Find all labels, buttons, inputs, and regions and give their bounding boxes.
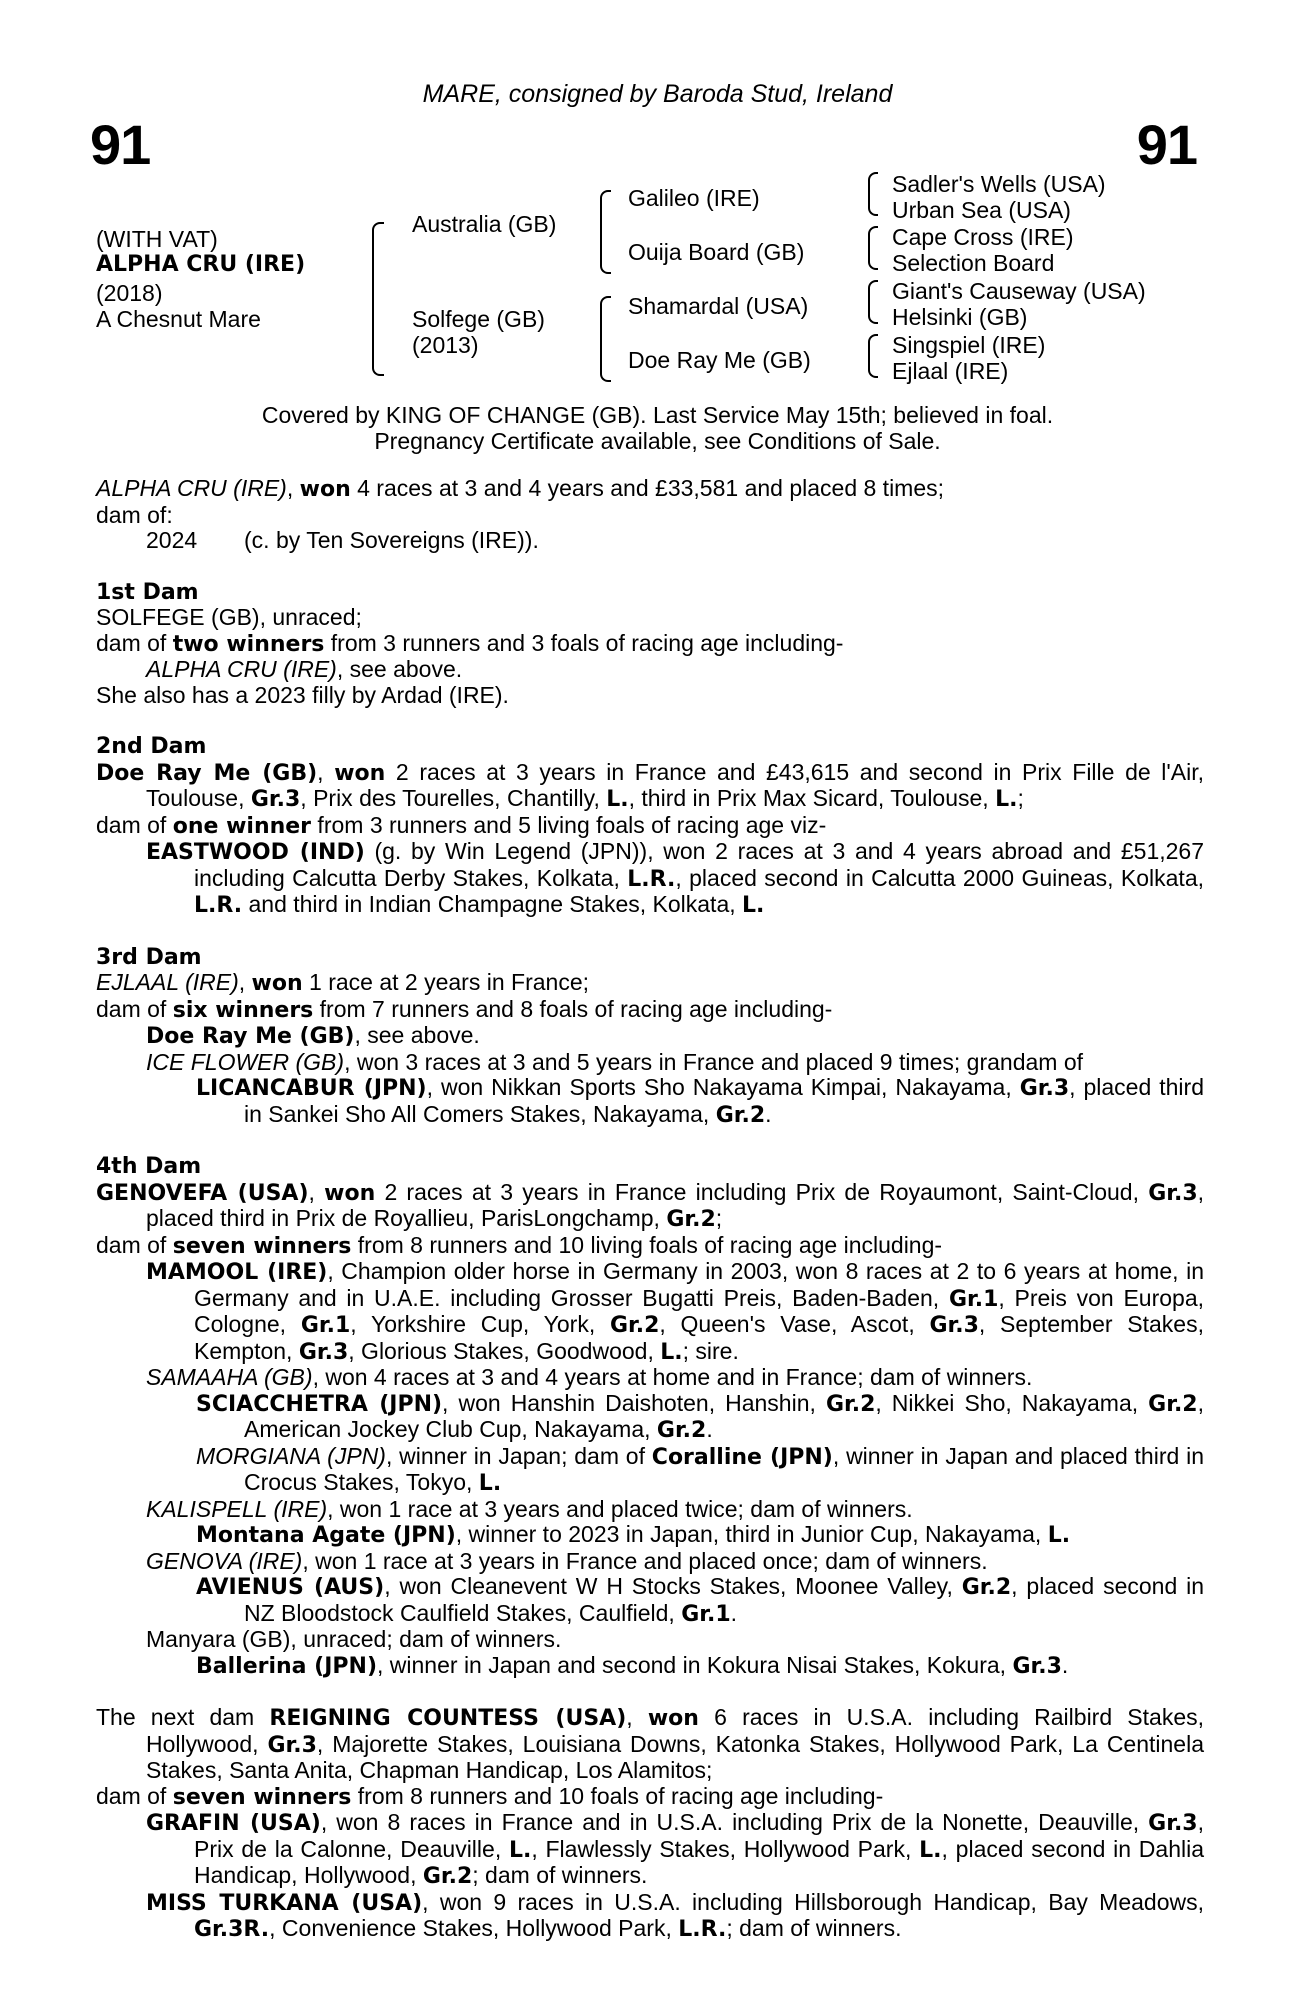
text: , winner in Japan; dam of [385, 1442, 652, 1469]
grade: Gr.2 [825, 1391, 876, 1417]
text: ; dam of winners. [726, 1915, 902, 1941]
text: , winner in Japan and placed third in Crocus Stakes, Tokyo, [244, 1442, 1204, 1495]
produce-name: KALISPELL (IRE) [146, 1495, 328, 1522]
grade: Gr.3 [1148, 1811, 1198, 1836]
fourth-dam-section: 4th Dam GENOVEFA (USA), won 2 races at 3 years in France including Prix de Royaumont, Saint-Cloud, Gr.3, placed third in Prix de Royallieu, ParisLongchamp, Gr.2; dam of seven winners from 8 runners and 10 living foals of racing age including- MAMOOL (IRE), Champion older horse in Germany in 2003, won 8 races at 2 to 6 years at home, in Germany and in U.A.E. including Grosser Bugatti Preis, Baden-Baden, Gr.1, Preis von Europa, Cologne, Gr.1, Yorkshire Cup, York, Gr.2, Queen's Vase, Ascot, Gr.3, September Stakes, Kempton, Gr.3, Glorious Stakes, Goodwood, L.; sire. SAMAAHA (GB), won 4 races at 3 and 4 years at home and in France; dam of winners. SCIACCHETRA (JPN), won Hanshin Daishoten, Hanshin, Gr.2, Nikkei Sho, Nakayama, Gr.2, American Jockey Club Cup, Nakayama, Gr.2. MORGIANA (JPN), winner in Japan; dam of Coralline (JPN), winner in Japan and placed third in Crocus Stakes, Tokyo, L. KALISPELL (IRE), won 1 race at 3 years and placed twice; dam of winners. Montana Agate (JPN), winner to 2023 in Japan, third in Junior Cup, Nakayama, L. GENOVA (IRE), won 1 race at 3 years in France and placed once; dam of winners. AVIENUS (AUS), won Cleanevent W H Stocks Stakes, Moonee Valley, Gr.2, placed second in NZ Bloodstock Caulfield Stakes, Caulfield, Gr.1. Manyara (GB), unraced; dam of winners. Ballerina (JPN), winner in Japan and second in Kokura Nisai Stakes, Kokura, Gr.3. [96, 1154, 1205, 1679]
intro-name: ALPHA CRU (IRE) [96, 475, 287, 501]
produce-name: MAMOOL (IRE) [146, 1260, 328, 1285]
produce-name: EASTWOOD (IND) [146, 840, 365, 865]
text: and third in Indian Champagne Stakes, Kolkata, [242, 891, 743, 917]
dam-sire: Shamardal (USA) [628, 293, 809, 319]
sire-dam: Ouija Board (GB) [628, 239, 805, 265]
grade: L. [1047, 1523, 1071, 1548]
text: , Preis von Europa, Cologne, [194, 1284, 1204, 1337]
lot-number-left: 91 [90, 113, 151, 176]
grade: L. [660, 1339, 683, 1365]
grade: Gr.2 [422, 1864, 473, 1889]
pregnancy-line: Pregnancy Certificate available, see Conditions of Sale. [374, 428, 941, 454]
grade: Gr.3 [1148, 1180, 1198, 1206]
first-dam-heading: 1st Dam [96, 579, 199, 605]
produce-name: Coralline (JPN) [651, 1444, 833, 1470]
text: , won Hanshin Daishoten, Hanshin, [442, 1389, 826, 1416]
text: , Nikkei Sho, Nakayama, [875, 1389, 1149, 1416]
grade: Gr.3 [298, 1339, 349, 1365]
brace-g4 [868, 334, 878, 378]
foal-detail: (c. by Ten Sovereigns (IRE)). [244, 527, 539, 553]
produce-name: Doe Ray Me (GB) [146, 1024, 355, 1049]
intro-text: 4 races at 3 and 4 years and £33,581 and placed 8 times; [350, 475, 945, 501]
dam-name: GENOVEFA (USA) [96, 1180, 309, 1206]
grade: Gr.2 [656, 1418, 707, 1443]
text: dam of [96, 1782, 173, 1809]
text: , won 1 race at 3 years and placed twice; dam of winners. [327, 1495, 913, 1522]
text: , placed second in Dahlia Handicap, Hollywood, [194, 1835, 1205, 1888]
produce-name: SCIACCHETRA (JPN) [196, 1391, 443, 1417]
sire: Australia (GB) [412, 211, 557, 237]
won-label: won [647, 1706, 699, 1731]
text: , American Jockey Club Cup, Nakayama, [244, 1389, 1204, 1442]
dam-name: REIGNING COUNTESS (USA) [269, 1706, 627, 1731]
text: from 7 runners and 8 foals of racing age including- [313, 995, 833, 1022]
brace-sire [600, 190, 611, 274]
text: , won 3 races at 3 and 5 years in France and placed 9 times; grandam of [344, 1048, 1084, 1075]
grade: Gr.3 [1019, 1076, 1070, 1101]
sire-sire: Galileo (IRE) [628, 185, 760, 211]
text: (g. by Win Legend (JPN)), won 2 races at 3 and 4 years abroad and £51,267 including Calcutta Derby Stakes, Kolkata, [194, 838, 1204, 891]
grade: Gr.1 [948, 1286, 999, 1312]
fourth-dam-heading: 4th Dam [96, 1154, 202, 1179]
grade: L. [508, 1837, 532, 1863]
grandparent-7: Singspiel (IRE) [892, 332, 1046, 358]
first-dam-line: SOLFEGE (GB), unraced; [96, 604, 362, 630]
text: 1 race at 2 years in France; [302, 969, 589, 995]
text: , placed second in Calcutta 2000 Guineas, Kolkata, [675, 864, 1204, 891]
lot-number-right: 91 [1136, 113, 1197, 176]
text: , Prix des Tourelles, Chantilly, [300, 785, 607, 811]
grade: L. [478, 1471, 502, 1496]
grade: Gr.3 [250, 787, 301, 812]
produce-name: AVIENUS (AUS) [196, 1575, 385, 1600]
winners-count: one winner [172, 813, 312, 839]
winners-count: seven winners [172, 1233, 352, 1259]
produce-name: ALPHA CRU (IRE) [146, 656, 337, 682]
text: , Majorette Stakes, Louisiana Downs, Katonka Stakes, Hollywood Park, La Centinela Stakes, Santa Anita, Chapman Handicap, Los Alamitos; [146, 1730, 1204, 1783]
produce-name: GRAFIN (USA) [146, 1811, 321, 1836]
grade: Gr.3 [929, 1313, 979, 1338]
text: , won 1 race at 3 years in France and placed once; dam of winners. [302, 1547, 988, 1574]
grade: Gr.2 [666, 1207, 716, 1232]
first-dam-section [96, 580, 1204, 709]
text: ; sire. [682, 1337, 739, 1364]
text: ; [1017, 785, 1024, 811]
text: , Champion older horse in Germany in 2003, won 8 races at 2 to 6 years at home, in Germany and in U.A.E. including Grosser Bugatti Preis, Baden-Baden, [194, 1258, 1204, 1311]
won-label: won [324, 1180, 376, 1206]
text: . [1061, 1651, 1069, 1678]
third-dam-heading: 3rd Dam [96, 944, 202, 970]
brace-dam [600, 296, 611, 382]
produce-name: ICE FLOWER (GB) [146, 1048, 345, 1075]
winners-count: six winners [172, 997, 314, 1023]
pedigree-notes: ALPHA CRU (IRE), won 4 races at 3 and 4 years and £33,581 and placed 8 times; dam of: 2024 (c. by Ten Sovereigns (IRE)). 1st Dam SOLFEGE (GB), unraced; dam of two winners from 3 runners and 3 foals of racing age including- ALPHA CRU (IRE), see above. She also has a 2023 filly by Ardad (IRE). 2nd Dam Doe Ray Me (GB), won 2 races at 3 years in France and £43,615 and second in Prix Fille de l'Air, Toulouse, Gr.3, Prix des Tourelles, Chantilly, L., third in Prix Max Sicard, Toulouse, L.; dam of one winner from 3 runners and 5 living foals of racing age viz- EASTWOOD (IND) (g. by Win Legend (JPN)), won 2 races at 3 and 4 years abroad and £51,267 including Calcutta Derby Stakes, Kolkata, L.R., placed second in Calcutta 2000 Guineas, Kolkata, L.R. and third in Indian Champagne Stakes, Kolkata, L. 3rd Dam EJLAAL (IRE), won 1 race at 2 years in France; dam of six winners from 7 runners and 8 foals of racing age including- Doe Ray Me (GB), see above. ICE FLOWER (GB), won 3 races at 3 and 5 years in France and placed 9 times; grandam of LICANCABUR (JPN), won Nikkan Sports Sho Nakayama Kimpai, Nakayama, Gr.3, placed third in Sankei Sho All Comers Stakes, Nakayama, Gr.2. 4th Dam GENOVEFA (USA), won 2 races at 3 years in France including Prix de Royaumont, Saint-Cloud, Gr.3, placed third in Prix de Royallieu, ParisLongchamp, Gr.2; dam of seven winners from 8 runners and 10 living foals of racing age including- MAMOOL (IRE), Champion older horse in Germany in 2003, won 8 races at 2 to 6 years at home, in Germany and in U.A.E. including Grosser Bugatti Preis, Baden-Baden, Gr.1, Preis von Europa, Cologne, Gr.1, Yorkshire Cup, York, Gr.2, Queen's Vase, Ascot, Gr.3, September Stakes, Kempton, Gr.3, Glorious Stakes, Goodwood, L.; sire. SAMAAHA (GB), won 4 races at 3 and 4 years at home and in France; dam of winners. SCIACCHETRA (JPN), won Hanshin Daishoten, Hanshin, Gr.2, Nikkei Sho, Nakayama, Gr.2, American Jockey Club Cup, Nakayama, Gr.2. MORGIANA (JPN), winner in Japan; dam of Coralline (JPN), winner in Japan and placed third in Crocus Stakes, Tokyo, L. KALISPELL (IRE), won 1 race at 3 years and placed twice; dam of winners. Montana Agate (JPN), winner to 2023 in Japan, third in Junior Cup, Nakayama, L. GENOVA (IRE), won 1 race at 3 years in France and placed once; dam of winners. AVIENUS (AUS), won Cleanevent W H Stocks Stakes, Moonee Valley, Gr.2, placed second in NZ Bloodstock Caulfield Stakes, Caulfield, Gr.1. Manyara (GB), unraced; dam of winners. Ballerina (JPN), winner in Japan and second in Kokura Nisai Stakes, Kokura, Gr.3. The next dam REIGNING COUNTESS (USA), won 6 races in U.S.A. including Railbird Stakes, Hollywood, Gr.3, Majorette Stakes, Louisiana Downs, Katonka Stakes, Hollywood Park, La Centinela Stakes, Santa Anita, Chapman Handicap, Los Alamitos; dam of seven winners from 8 runners and 10 foals of racing age including- GRAFIN (USA), won 8 races in France and in U.S.A. including Prix de la Nonette, Deauville, Gr.3, Prix de la Calonne, Deauville, L., Flawlessly Stakes, Hollywood Park, L., placed second in Dahlia Handicap, Hollywood, Gr.2; dam of winners. MISS TURKANA (USA), won 9 races in U.S.A. including Hillsborough Handicap, Bay Meadows, Gr.3R., Convenience Stakes, Hollywood Park, L.R.; dam of winners. [96, 475, 1205, 1942]
horse-description: A Chesnut Mare [96, 306, 261, 332]
winners-count: two winners [172, 631, 325, 657]
text: The next dam [96, 1704, 270, 1730]
grade: Gr.1 [300, 1313, 351, 1338]
text: dam of [96, 1231, 173, 1258]
text: . [706, 1416, 713, 1442]
grandparent-2: Urban Sea (USA) [892, 197, 1071, 223]
won-label: won [334, 760, 386, 786]
next-dam-section: The next dam REIGNING COUNTESS (USA), won 6 races in U.S.A. including Railbird Stakes, Hollywood, Gr.3, Majorette Stakes, Louisiana Downs, Katonka Stakes, Hollywood Park, La Centinela Stakes, Santa Anita, Chapman Handicap, Los Alamitos; dam of seven winners from 8 runners and 10 foals of racing age including- GRAFIN (USA), won 8 races in France and in U.S.A. including Prix de la Nonette, Deauville, Gr.3, Prix de la Calonne, Deauville, L., Flawlessly Stakes, Hollywood Park, L., placed second in Dahlia Handicap, Hollywood, Gr.2; dam of winners. MISS TURKANA (USA), won 9 races in U.S.A. including Hillsborough Handicap, Bay Meadows, Gr.3R., Convenience Stakes, Hollywood Park, L.R.; dam of winners. [96, 1704, 1205, 1942]
third-dam-section: 3rd Dam EJLAAL (IRE), won 1 race at 2 years in France; dam of six winners from 7 runners and 8 foals of racing age including- Doe Ray Me (GB), see above. ICE FLOWER (GB), won 3 races at 3 and 5 years in France and placed 9 times; grandam of LICANCABUR (JPN), won Nikkan Sports Sho Nakayama Kimpai, Nakayama, Gr.3, placed third in Sankei Sho All Comers Stakes, Nakayama, Gr.2. [96, 944, 1204, 1128]
brace-g2 [868, 226, 878, 270]
grade: L.R. [194, 893, 243, 918]
grade: Gr.3 [267, 1732, 317, 1758]
foal-year: 2024 [146, 527, 198, 553]
grade: Gr.2 [961, 1575, 1012, 1600]
horse-name: ALPHA CRU (IRE) [96, 252, 306, 277]
text: , placed third in Prix de Royallieu, ParisLongchamp, [146, 1178, 1205, 1231]
text: , Yorkshire Cup, York, [350, 1311, 610, 1337]
winners-count: seven winners [172, 1784, 352, 1810]
grade: Gr.3R. [194, 1917, 270, 1942]
text: dam of [96, 811, 173, 838]
text: . [765, 1100, 772, 1127]
produce-name: LICANCABUR (JPN) [196, 1076, 427, 1101]
text: , winner to 2023 in Japan, third in Junior Cup, Nakayama, [455, 1521, 1048, 1547]
text: , Convenience Stakes, Hollywood Park, [269, 1915, 679, 1941]
second-dam-heading: 2nd Dam [96, 734, 207, 759]
grandparent-3: Cape Cross (IRE) [892, 224, 1074, 250]
text: , Queen's Vase, Ascot, [659, 1311, 930, 1337]
vat-label: (WITH VAT) [96, 226, 218, 252]
produce-name: SAMAAHA (GB) [146, 1364, 313, 1390]
text: 2 races at 3 years in France including Prix de Royaumont, Saint-Cloud, [375, 1178, 1149, 1205]
grandparent-6: Helsinki (GB) [892, 304, 1028, 330]
text: 6 races in U.S.A. including Railbird Stakes, Hollywood, [146, 1704, 1205, 1757]
text: , placed second in NZ Bloodstock Caulfield Stakes, Caulfield, [244, 1573, 1205, 1626]
text: , September Stakes, Kempton, [194, 1311, 1204, 1364]
text: dam of [96, 995, 173, 1022]
text: , won 4 races at 3 and 4 years at home and in France; dam of winners. [312, 1364, 1033, 1390]
text: from 3 runners and 5 living foals of racing age viz- [311, 811, 827, 838]
text: from 8 runners and 10 living foals of racing age including- [351, 1231, 943, 1258]
consignment-line: MARE, consigned by Baroda Stud, Ireland [422, 80, 893, 108]
text: , third in Prix Max Sicard, Toulouse, [628, 785, 996, 811]
grade: L.R. [627, 866, 676, 892]
dam-dam: Doe Ray Me (GB) [628, 347, 811, 373]
produce-name: MORGIANA (JPN) [196, 1442, 386, 1469]
grade: Gr.3 [1012, 1653, 1062, 1679]
grandparent-1: Sadler's Wells (USA) [892, 171, 1106, 197]
produce-name: MISS TURKANA (USA) [146, 1890, 423, 1916]
first-dam-note: She also has a 2023 filly by Ardad (IRE). [96, 681, 509, 708]
text: ; dam of winners. [472, 1862, 648, 1888]
text: , won 9 races in U.S.A. including Hillsborough Handicap, Bay Meadows, [422, 1888, 1204, 1915]
grade: Gr.1 [681, 1601, 731, 1627]
text: 2 races at 3 years in France and £43,615 and second in Prix Fille de l'Air, Toulouse, [146, 758, 1204, 811]
text: from 8 runners and 10 foals of racing age including- [351, 1782, 884, 1809]
text: dam of [96, 629, 173, 656]
text: ; [715, 1205, 723, 1231]
text: , Flawlessly Stakes, Hollywood Park, [531, 1835, 920, 1862]
grandparent-8: Ejlaal (IRE) [892, 358, 1009, 384]
brace-main [372, 222, 384, 376]
produce-name: GENOVA (IRE) [146, 1547, 303, 1574]
grade: L. [606, 787, 629, 812]
text: , winner in Japan and second in Kokura Nisai Stakes, Kokura, [377, 1651, 1013, 1678]
second-dam-section: 2nd Dam Doe Ray Me (GB), won 2 races at 3 years in France and £43,615 and second in Prix Fille de l'Air, Toulouse, Gr.3, Prix des Tourelles, Chantilly, L., third in Prix Max Sicard, Toulouse, L.; dam of one winner from 3 runners and 5 living foals of racing age viz- EASTWOOD (IND) (g. by Win Legend (JPN)), won 2 races at 3 and 4 years abroad and £51,267 including Calcutta Derby Stakes, Kolkata, L.R., placed second in Calcutta 2000 Guineas, Kolkata, L.R. and third in Indian Champagne Stakes, Kolkata, L. [96, 734, 1204, 918]
grade: L. [919, 1837, 942, 1863]
intro-won: won [299, 477, 351, 502]
dam-name: Doe Ray Me (GB) [96, 760, 318, 786]
produce-line: Manyara (GB), unraced; dam of winners. [146, 1626, 562, 1652]
text: , won Cleanevent W H Stocks Stakes, Moonee Valley, [384, 1573, 962, 1599]
intro-dam-of: dam of: [96, 501, 173, 528]
grade: L. [742, 893, 765, 918]
produce-name: Montana Agate (JPN) [196, 1523, 456, 1548]
text: , see above. [336, 656, 463, 682]
text: , see above. [354, 1022, 480, 1048]
text: , won Nikkan Sports Sho Nakayama Kimpai, Nakayama, [426, 1074, 1020, 1100]
grade: L. [995, 787, 1018, 812]
pedigree-table [0, 166, 1315, 396]
dam: Solfege (GB) [412, 306, 545, 332]
grade: L.R. [678, 1917, 727, 1942]
covering-note [0, 402, 1315, 454]
text: , placed third in Sankei Sho All Comers Stakes, Nakayama, [244, 1074, 1204, 1127]
brace-g1 [868, 172, 878, 216]
grandparent-5: Giant's Causeway (USA) [892, 278, 1146, 304]
text: , Glorious Stakes, Goodwood, [348, 1337, 661, 1364]
dam-year: (2013) [412, 332, 479, 358]
text: , won 8 races in France and in U.S.A. including Prix de la Nonette, Deauville, [320, 1809, 1149, 1835]
brace-g3 [868, 280, 878, 324]
text: , Prix de la Calonne, Deauville, [194, 1809, 1204, 1862]
grandparent-4: Selection Board [892, 250, 1055, 276]
grade: Gr.2 [1148, 1391, 1198, 1417]
produce-name: Ballerina (JPN) [196, 1653, 378, 1679]
grade: Gr.2 [715, 1102, 766, 1128]
won-label: won [251, 971, 303, 996]
text: . [730, 1599, 738, 1626]
horse-year: (2018) [96, 280, 163, 306]
covering-line: Covered by KING OF CHANGE (GB). Last Service May 15th; believed in foal. [261, 402, 1054, 428]
grade: Gr.2 [609, 1313, 660, 1338]
text: from 3 runners and 3 foals of racing age including- [324, 629, 844, 656]
dam-name: EJLAAL (IRE) [96, 969, 239, 995]
